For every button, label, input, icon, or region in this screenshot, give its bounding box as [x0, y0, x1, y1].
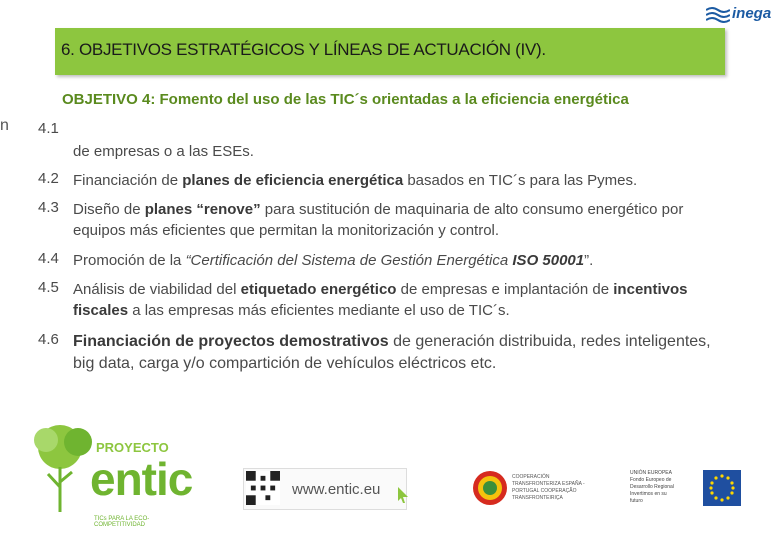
item-number: 4.3 [38, 199, 59, 216]
eu-flag-icon [703, 470, 741, 506]
item-number: 4.4 [38, 250, 59, 267]
item-number: 4.2 [38, 170, 59, 187]
item-text: de empresas o a las ESEs. [73, 143, 254, 160]
poctep-emblem-icon [470, 468, 510, 508]
website-url[interactable]: www.entic.eu [292, 481, 381, 498]
eu-fund-text: UNIÓN EUROPEA Fondo Europeo de Desarrollo Regional Invertimos en su futuro [630, 470, 674, 504]
cursor-arrow-icon [396, 485, 410, 505]
entic-tagline: TICs PARA LA ECO-COMPETITIVIDAD [94, 516, 150, 528]
header-bar [55, 28, 725, 75]
proyecto-label: PROYECTO [96, 440, 169, 455]
inega-logo [706, 4, 772, 26]
item-text: Diseño de planes “renove” para sustitución de maquinaria de alto consumo energético por equipos más eficientes que permitan la monitorización y control. [73, 201, 684, 239]
poctep-logo [470, 468, 590, 508]
item-text: Financiación de proyectos demostrativos de generación distribuida, redes inteligentes, big data, carga y/o compartición de vehículos eléctricos etc. [73, 333, 711, 372]
item-text: Promoción de la “Certificación del Sistema de Gestión Energética ISO 50001”. [73, 252, 594, 269]
slide-title: 6. OBJETIVOS ESTRATÉGICOS Y LÍNEAS DE ACTUACIÓN (IV). [61, 40, 546, 59]
website-banner[interactable] [243, 468, 407, 510]
entic-wordmark: entic [90, 453, 193, 505]
qr-code-icon [246, 471, 280, 505]
item-number: 4.6 [38, 331, 59, 348]
footer-logos [0, 400, 780, 540]
item-text: Análisis de viabilidad del etiquetado energético de empresas e implantación de incentivos fiscales a las empresas más eficientes mediante el uso de TIC´s. [73, 281, 688, 319]
item-number: 4.1 [38, 120, 59, 137]
objective-heading: OBJETIVO 4: Fomento del uso de las TIC´s orientadas a la eficiencia energética [62, 91, 629, 108]
inega-logo-text: inega [732, 5, 772, 22]
cut-off-text-fragment: n [0, 117, 9, 134]
cooperation-text: COOPERACIÓN TRANSFRONTERIZA ESPAÑA - PORTUGAL COOPERAÇÃO TRANSFRONTEIRIÇA [512, 474, 585, 501]
item-number: 4.5 [38, 279, 59, 296]
item-text: Financiación de planes de eficiencia energética basados en TIC´s para las Pymes. [73, 172, 638, 189]
entic-logo [30, 412, 200, 532]
eu-feder-logo [630, 468, 740, 508]
inega-waves-icon [706, 6, 730, 24]
